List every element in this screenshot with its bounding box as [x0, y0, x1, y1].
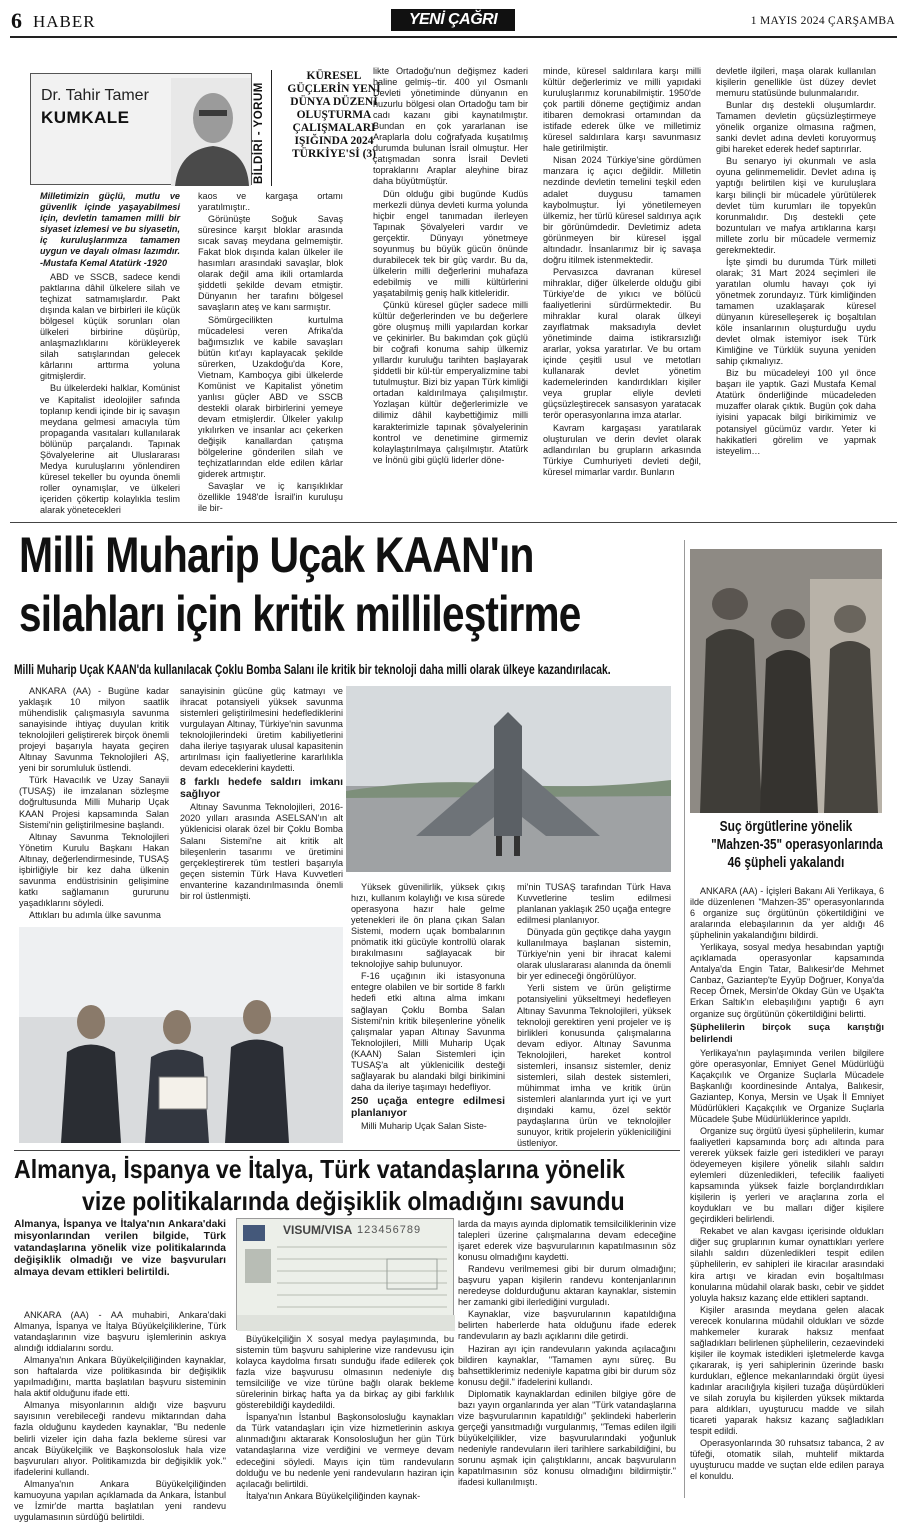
column-col-5: devletle ilgileri, maşa olarak kullanılan kişilerin genellikle üst düzey devlet memuru statüsünde bulunmalarıdır. Bunlar dış destekli oluşumlardır. Tamamen devletin güçsüzleştirmeye yönelik organize olmasına rağmen, sanki devlet adına devleti koruyormuş gibi hareket ederek hedef saptırırlar. Bu senaryo iyi okunmalı ve asla oyuna gelinmemelidir. Devlet adına iş yaptığı belirtilen kişi ve kuruluşlara karşı bilinçli bir mücadele yürütülerek devlet tüm kurumları ile topyekûn korunmalıdır. Dış destekli çete bozuntuları ve mafya artıklarına karşı millete zorlu bir mücadele vermemiz gerekmektedir. İşte şimdi bu durumda Türk milleti olarak; 31 Mart 2024 seçimleri ile yaratılan olumlu havayı çok iyi yönetmek zorundayız. Türk kimliğinden tamamen uzaklaşarak küresel dünyanın küreselleşerek iç boşaltılan köle insanlarının oluşturduğu uydu devlet olmak istemiyor isek Türk Kimliğine ve Türklük suyuna yeniden sahip çıkmalıyız. Biz bu mücadeleyi 100 yıl önce başarı ile yaptık. Gazi Mustafa Kemal Atatürk önderliğinde mücadeleden muzaffer olarak çıktık. Bugün çok daha iyisini yapacak bilgi birikimimiz ve potansiyel gücümüz vardır. Yeter ki hakikatleri görelim ve yapmak isteyelim…: [716, 66, 876, 456]
kaan-headline-2: silahları için kritik millileştirme: [19, 586, 581, 642]
page-number: 6: [11, 8, 22, 33]
vize-headline-1: Almanya, İspanya ve İtalya, Türk vatandaşlarına yönelik: [14, 1154, 625, 1184]
kaan-col-4: mi'nin TUSAŞ tarafından Türk Hava Kuvvetlerine teslim edilmesi planlanan yaklaşık 250 uçağa entegre edilmesi planlanıyor. Dünyada gün geçtikçe daha yaygın kullanılmaya başlanan sistemin, Türkiye'nin yeni bir ihracat kalemi olarak uluslararası alanında da önemli bir yer edineceği öngörülüyor. Yerli sistem ve ürün geliştirme potansiyelini yükseltmeyi hedefleyen Altınay Savunma Teknolojileri, yüksek teknoloji gerektiren yeni projeler ve iş birlikleri konusunda çalışmalarına devam ediyor. Altınay Savunma Teknolojileri, hareket kontrol sistemleri, insansız sistemler, deniz sistemleri, silah destek sistemleri, mühimmat imha ve kritik ürün sistemleri alanlarında yurt içi ve yurt dışındaki kamu, özel sektör paydaşlarına ürün ve teknolojiler sunuyor, kritik projelerin yükleniciliğini üstleniyor.: [517, 882, 671, 1149]
page-header: [0, 0, 907, 40]
vize-col-1: ANKARA (AA) - AA muhabiri, Ankara'daki Almanya, İspanya ve İtalya Büyükelçiliklerine, Türk vatandaşlarının vize başvuru işlemlerinin askıya alındığı iddialarını sordu. Almanya'nın Ankara Büyükelçiliğinden kaynaklar, son haftalarda vize politikasında bir değişiklik yapılmadığını, martta başlatılan başvuru sisteminin hala aktif olduğunu ifade etti. Almanya misyonlarının aldığı vize başvuru sayısının verebileceği randevu miktarından daha fazla olduğunu kaydeden kaynaklar, "Bu nedenle belirli vizeler için daha fazla bekleme süresi var ancak Büyükelçilik ve Başkonsolosluk hala vize başvuruları alıyor. Politikamızda bir değişiklik yok." ifadelerini kullandı. Almanya'nın Ankara Büyükelçiliğinden kamuoyuna yapılan açıklamada da Ankara, İstanbul ve İzmir'de martta başlatılan yeni randevu uygulamasının sürdüğü belirtildi.: [14, 1310, 226, 1522]
column-col-3: likte Ortadoğu'nun değişmez kaderi haline gelmiş--tir. 400 yıl Osmanlı Devleti yönetiminde dünyanın en huzurlu bölgesi olan Ortadoğu tam bir cadı kazanı gibi kaynatılmıştır. Bundan en çok yararlanan ise Araplarla dolu coğrafyada kuşatılmış durumda bulunan İsrail olmuştur. Her çatışmadan sonra İsrail Devleti topraklarını Araplar aleyhine biraz daha büyütmüştür. Dün olduğu gibi bugünde Kudüs merkezli dünya devleti kurma yolunda hiçbir engel tanımadan ilerleyen Tapınak Şövalyeleri vardır ve gerçektir. Dünyayı yönetmeye soyunmuş bu büyük gücün önünde durabilecek tek bir güç vardır. Bu da, ülkelerin milli değerlerini muhafaza edebilmiş ve milli kültürlerini yaşatabilmiş geniş halk kitleleridir. Çünkü küresel güçler sadece milli kültür değerlerinden ve bu değerlere göre oluşmuş milli yapılardan korkar ve çekinirler. Bu bakımdan çok güçlü bir coğrafi konuma sahip ülkemiz yıllardır kuruluğu tarihten başlayarak şiddetli bir kül-tür emperyalizmine tabi tutulmuştur. Bizi biz yapan Türk kimliği ortadan kaldırılmaya çalışılmıştır. Yozlaşan kültür değerlerimizle ve dilimiz dâhil kaybettiğimiz milli karakterimizle tapınak şövalyelerinin kontrol ve denetimine girmemiz kolaylaştırılmaya çalışılmıştır. Atatürk ve İnönü gibi güçlü liderler döne-: [373, 66, 528, 465]
kaan-headline-1: Milli Muharip Uçak KAAN'ın: [19, 527, 534, 583]
author-photo: [171, 78, 251, 186]
column-col-1: ABD ve SSCB, sadece kendi paktlarına dâhil ülkelere silah ve teçhizat satmamışlardır. Pakt dışında kalan ve birbirleri ile küçük bölgesel küçük sorunları olan ülkeleri birbirine düşürüp, anlaşmazlıklarını körükleyerek silah satışlarından gelecek kârlarını arttırma yoluna gitmişlerdir. Bu ülkelerdeki halklar, Komünist ve Kapitalist ideolojiler safında toplanıp kendi içinde bir iç savaşın meydana gelmesi amacıyla tüm propaganda vasıtaları kullanılarak bölünüp parçalandı. Tapınak Şövalyelerine ait Uluslararası Medya kuruluşlarını yönlendiren küresel tekeller bu oyunda önemli roller oynamışlar, ve ülkeleri içeriden çökertip kolaylıkla teslim alarak yönetecekleri: [40, 272, 180, 515]
column-col-2: kaos ve kargaşa ortamı yaratılmıştır.. Görünüşte Soğuk Savaş süresince karşıt bloklar arasında sıcak savaş meydana gelmemiştir. Fakat blok dışında kalan ülkeler ile hasımları arasındaki savaşlar, blok olarak değil ama ikili ortamlarda şiddetli şekilde devam etmiştir. Dünyanın her tarafını bölgesel savaşların ateş ve kanı sarmıştır. Sömürgecilikten kurtulma mücadelesi veren Afrika'da bağımsızlık ve kabile savaşları bütün kıt'ayı kaplayacak şekilde sürerken, Uzakdoğu'da Kore, Vietnam, Kamboçya gibi ülkelerde Komünist ve Kapitalist yönetim yanlısı güçler ABD ve SSCB destekli olarak birbirlerini yemeye devam etmişlerdir. Ülkeler yakılıp yıkılırken ve insanlar acı çekerken değişik kanallardan çatışma bölgelerine gönderilen silah ve teçhizatlarından elde edilen kârlar giderek artmıştır. Savaşlar ve iç karışıklıklar özellikle 1948'de İsrail'in kuruluşu ile bir-: [198, 191, 343, 514]
column-col-4: minde, küresel saldırılara karşı milli kültür değerlerimiz ve milli yapıdaki kuruluşlarımız korunabilmiştir. 1950'de çok partili döneme geçtiğimiz andan itibaren demokrasi ortamından da istifade ederek ülke ve milletimiz küresel saldırılara karşı savunmasız hale getirilmiştir. Nisan 2024 Türkiye'sine gördümen manzara iç açıcı değildir. Milletin nezdinde devletin temelini teşkil eden adalet duygusu tamamen kaybolmuştur. İyi yönetilemeyen ülkemiz, her türlü küresel saldırıya açık bir görünümdedir. Devletimiz adeta görünmeyen bir küresel işgal altındadır. İnsanlarımız bir iç savaşa doğru itilmek istenmektedir. Pervasızca davranan küresel mihraklar, diğer ülkelerde olduğu gibi Türkiye'de de yıkıcı ve bölücü faaliyetlerini sürdürmektedir. Bu mihraklar kural olarak ülkeyi zayıflatmak maksadıyla devlet yönetiminde daima istikrarsızlığı ararlar, yoksa yaratırlar. Ve bu ortam içinde çeşitli usul ve metotları kullanarak devlet yönetim kademelerinden kandırdıkları kişiler veya gruplar eliyle devleti güçsüzleştirecek sansasyon yaratacak terör operasyonlarına imza atarlar. Kavram kargaşası yaratılarak oluşturulan ve derin devlet olarak adlandırılan bu grupların arkasında Türkiye Cumhuriyeti devleti değil, küresel mimarlar vardır. Bunların: [543, 66, 701, 477]
mahzen-subhead: Şüphelilerin birçok suça karıştığı belirlendi: [690, 1021, 884, 1045]
column-vertical-tag: BİLDİRİ - YORUM: [253, 82, 265, 184]
visa-photo: [236, 1218, 454, 1330]
column-quote: Milletimizin güçlü, mutlu ve güvenlik içinde yaşayabilmesi için, devletin tamamen milli bir siyaset izlemesi ve bu siyasetin, iç kuruluşlarımıza tamamen uygun ve dayalı olması lazımdır. -Mustafa Kemal Atatürk -1920: [40, 191, 180, 268]
visa-number: 123456789: [357, 1224, 422, 1236]
issue-date: 1 MAYIS 2024 ÇARŞAMBA: [750, 15, 895, 27]
header-rule: [10, 36, 897, 38]
section-label: HABER: [33, 12, 96, 31]
kaan-col-1: ANKARA (AA) - Bugüne kadar yaklaşık 10 milyon saatlik mühendislik çalışmasıyla savunma sanayisinde ihtiyaç duyulan kritik teknolojileri geliştirerek birçok önemli projeyi başarıyla hayata geçiren Altınay Savunma Teknolojileri AŞ, yeni bir sorumluluk üstlendi. Türk Havacılık ve Uzay Sanayii (TUSAŞ) ile imzalanan sözleşme doğrultusunda Milli Muharip Uçak KAAN Projesi kapsamında Salan Sistemi'nin geliştirilmesine başlandı. Altınay Savunma Teknolojileri Yönetim Kurulu Başkanı Hakan Altınay, değerlendirmesinde, TUSAŞ işbirliğiyle bir kez daha ülkenin savunma endüstrisinin gelişimine katkı sağlamanın gururunu yaşadıklarını söyledi. Attıkları bu adımla ülke savunma: [19, 686, 169, 920]
column-title: KÜRESEL GÜÇLERİN YENİ DÜNYA DÜZENİ OLUŞTURMA ÇALIŞMALARI IŞIĞINDA 2024 TÜRKİYE'Sİ (3): [287, 70, 381, 160]
author-first-name: Dr. Tahir Tamer: [41, 87, 149, 104]
kaan-col-3: Yüksek güvenilirlik, yüksek çıkış hızı, kullanım kolaylığı ve kısa sürede operasyona hazır hale gelme yetenekleri ile ön plana çıkan Salan Sistemi, modern uçak bombalarının pnömatik itki gücüyle kontrollü olarak bırakılmasını sağlayacak bir teknolojiye sahip bulunuyor. F-16 uçağının iki istasyonuna entegre olabilen ve bir sortide 8 farklı hedefi etki altına alma imkanı sağlayan Çoklu Bomba Salan Sistemi'nin kritik bileşenlerine yönelik çalışmalar yapan Altınay Savunma Teknolojileri, Milli Muharip Uçak (KAAN) Salan Sistemleri için TUSAŞ'a alt yüklenicilik desteği sağlayarak bu alandaki bilgi birikimini daha da ileriye taşımayı hedefliyor. 250 uçağa entegre edilmesi planlanıyor Milli Muharip Uçak Salan Siste-: [351, 882, 505, 1131]
mahzen-police-photo: [690, 549, 882, 813]
kaan-subhead-1: 8 farklı hedefe saldırı imkanı sağlıyor: [180, 776, 343, 801]
kaan-ceremony-photo: [19, 927, 343, 1143]
mahzen-headline: Suç örgütlerine yönelik "Mahzen-35" operasyonlarında 46 şüpheli yakalandı: [711, 818, 883, 871]
visa-label: VISUM/VISA: [283, 1223, 353, 1237]
vize-headline-2: vize politikalarında değişiklik olmadığını savundu: [82, 1186, 625, 1216]
vize-lead: Almanya, İspanya ve İtalya'nın Ankara'daki misyonlarından verilen bilgide, Türk vatandaşlarına yönelik vize politikalarında değişiklik olmadığı ve vize başvuruları almaya devam ettikleri belirtildi.: [14, 1219, 226, 1278]
newspaper-logo: YENİ ÇAĞRI: [391, 9, 515, 31]
kaan-spot: Milli Muharip Uçak KAAN'da kullanılacak Çoklu Bomba Salanı ile kritik bir teknoloji daha milli olarak ülkeye kazandırılacak.: [14, 662, 611, 677]
mahzen-body: ANKARA (AA) - İçişleri Bakanı Ali Yerlikaya, 6 ilde düzenlenen "Mahzen-35" operasyonlarında 6 organize suç örgütünün çökertildiğini ve aralarında elebaşılarının da yer aldığı 46 şüphelinin yakalandığını bildirdi. Yerlikaya, sosyal medya hesabından yaptığı açıklamada operasyonlar kapsamında Antalya'da Engin Tatar, Balıkesir'de Mehmet Canbaz, Gaziantep'te Eyyüp Doğruer, Konya'da Recep Örnek, Mersin'de Okday Gün ve Uşak'ta Erkan Saltık'ın elebaşılığını yaptığı 6 ayrı organize suç örgütünün çökertildiğini belirtti. Şüphelilerin birçok suça karıştığı belirlendi Yerlikaya'nın paylaşımında verilen bilgilere göre operasyonlar, Emniyet Genel Müdürlüğü Kaçakçılık ve Organize Suçlarla Mücadele Başkanlığı koordinesinde Antalya, Balıkesir, Gaziantep, Konya, Mersin ve Uşak İl Emniyet Müdürlükleri Kaçakçılık ve Organize Suçlarla Mücadele Şube Müdürlüklerince yapıldı. Organize suç örgütü üyesi şüphelilerin, kumar faaliyetleri kapsamında borç adı altında para vererek yüksek faizle geri istedikleri ve parayı ödeyemeyen kişilere yönelik silahlı saldırı eylemleri düzenledikleri, tefecilik faaliyeti kapsamında yüksek faizle borçlandırdıkları kişilerin iş yerleri ve araçlarına zorla el koydukları ve bu malları diğer kişilere geçirdikleri belirlendi. Rekabet ve alan kavgası içerisinde oldukları diğer suç gruplarının kumar oynattıkları yerlere silahlı saldırı düzenledikleri tespit edilen şüphelilerin, ev sahipleri ile kiracılar arasındaki kira artışı ve kiradan evin boşaltılması konularına müdahil olarak baskı, cebir ve şiddet yoluyla haksız kazanç elde ettikleri saptandı. Kişiler arasında meydana gelen alacak verecek konularına müdahil oldukları ve sözde mahkemeler kurarak haksız menfaat sağladıkları belirlenen şüphelilerin, cezaevindeki kişiler ile koymak istedikleri işletmelerde kavga çıkararak, iş yeri sahiplerinin üzerinde baskı kurdukları, eğlence mekanlarındaki örgüt üyesi kadınlar aracılığıyla kişileri tuzağa düşürdükleri ve silah zoruyla bu kişilerden yüksek miktarda para aldıkları, uyuşturucu madde ve silah ticareti yaparak haksız kazanç sağladıkları tespit edildi. Operasyonlarında 30 ruhsatsız tabanca, 2 av tüfeği, otomatik silah, muhtelif miktarda uyuşturucu madde ve suçtan elde edilen paraya el konuldu.: [690, 886, 884, 1482]
vize-col-3: larda da mayıs ayında diplomatik temsilciliklerinin vize talepleri üzerine çalışmalarına devam edeceğine işaret ederek vize başvurularının kapatılmasının söz konusu olmadığını kaydetti. Randevu verilmemesi gibi bir durum olmadığını; başvuru yapan kişilerin randevu kontenjanlarının neredeyse doldurduğunu aktaran kaynaklar, sistemin her zamanki gibi ilerlediğini vurguladı. Kaynaklar, vize başvurularının kapatıldığına belirten haberlerde hata olduğunu ifade ederek randevuların ay bazlı açıklarını dile getirdi. Haziran ayı için randevuların yakında açılacağını bildiren kaynaklar, "Tamamen aynı süreç. Bu bahsettiklerimiz nedeniyle kapatma gibi bir durum söz konusu değil." ifadelerini kullandı. Diplomatik kaynaklardan edinilen bilgiye göre de bazı yayın organlarında yer alan "Türk vatandaşlarına vize başvurularının kapatıldığı" şeklindeki haberlerin gerçeği yansıtmadığı vurgulanmış, "Temas edilen ilgili büyükelçilikler, vize başvurularındaki yoğunluk nedeniyle randevuların ileri tarihlere sarkabildiğini, bu sorunu aşmak için çalıştıklarını, ancak başvuruların kapatılmasının söz konusu olmadığını bildirmiştir." ifadesi kullanılmıştı.: [458, 1219, 676, 1488]
author-last-name: KUMKALE: [41, 108, 130, 127]
kaan-col-2: sanayisinin gücüne güç katmayı ve ihracat potansiyeli yüksek savunma sistemleri geliştirilmesini hedeflediklerini vurgulayan Altınay, Türkiye'nin savunma teknolojilerindeki üretim kabiliyetlerini daha ileriye taşıyarak ulusal kapasitenin artırılması için faaliyetlerine kararlılıkla devam edeceklerini kaydetti. 8 farklı hedefe saldırı imkanı sağlıyor Altınay Savunma Teknolojileri, 2016-2020 yılları arasında ASELSAN'ın alt yüklenicisi olarak özel bir Çoklu Bomba Salanı Sistemi'ne ait kritik alt bileşenlerin tasarımı ve üretimini gerçekleştirerek tüm testleri başarıyla geçen sistemin Türk Hava Kuvvetleri envanterine kazandırılmasında önemli bir rol üstlenmişti.: [180, 686, 343, 901]
kaan-subhead-2: 250 uçağa entegre edilmesi planlanıyor: [351, 1094, 505, 1119]
vize-col-2: Büyükelçiliğin X sosyal medya paylaşımında, bu sistemin tüm başvuru sahiplerine vize randevusu için kolayca kaydolma fırsatı sunduğu ifade edilerek çok fazla vize başvurusu olmasının nedeniyle dış temsilciliğe ve vize türüne bağlı olarak bekleme sürelerinin birkaç hafta ya da birkaç ay gibi farklılık gösterebildiği kaydedildi. İspanya'nın İstanbul Başkonsolosluğu kaynakları da Türk vatandaşları için vize hizmetlerinin askıya alınmadığını aktararak Konsolosluğun her gün Türk vatandaşlarına vize verdiğini ve vermeye devam edeceğini söyledi. Mayıs için tüm randevuların dolduğu ve bu nedenle yeni randevuların haziran için açılacağı belirtildi. İtalya'nın Ankara Büyükelçiliğinden kaynak-: [236, 1334, 454, 1501]
kaan-jet-photo: [346, 686, 671, 872]
author-box: [30, 73, 252, 185]
